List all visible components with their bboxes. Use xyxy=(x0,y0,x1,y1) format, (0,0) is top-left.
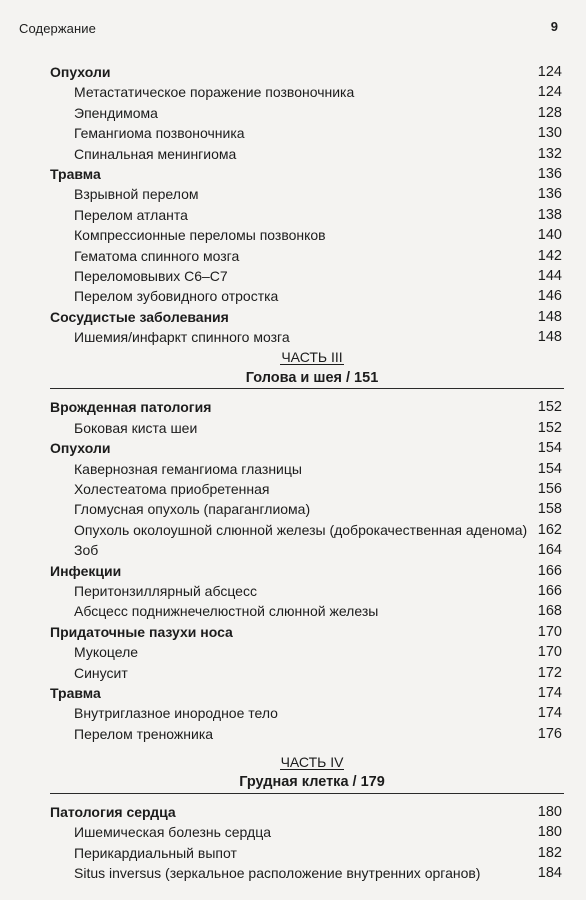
toc-page-number: 176 xyxy=(537,725,562,742)
toc-entry xyxy=(0,863,586,883)
toc-entry xyxy=(0,581,586,601)
toc-entry xyxy=(0,246,586,266)
toc-entry-label: Абсцесс поднижнечелюстной слюнной железы xyxy=(74,603,379,620)
toc-entry xyxy=(0,499,586,519)
toc-entry-label: Перикардиальный выпот xyxy=(74,844,237,861)
part-divider-line xyxy=(50,793,564,794)
toc-page-number: 184 xyxy=(537,865,562,882)
toc-page-number: 162 xyxy=(537,521,562,538)
toc-page-number: 148 xyxy=(537,308,562,325)
toc-entry-label: Ишемия/инфаркт спинного мозга xyxy=(74,329,290,346)
toc-entry xyxy=(0,540,586,560)
toc-page-number: 158 xyxy=(537,501,562,518)
toc-section-label: Сосудистые заболевания xyxy=(50,308,229,325)
toc-entry-label: Situs inversus (зеркальное расположение внутренних органов) xyxy=(74,865,481,882)
toc-entry xyxy=(0,123,586,143)
toc-page-number: 180 xyxy=(537,824,562,841)
toc-entry-label: Мукоцеле xyxy=(74,644,139,661)
toc-page-number: 164 xyxy=(537,542,562,559)
part-heading xyxy=(0,347,586,367)
toc-entry xyxy=(0,205,586,225)
part-divider-line xyxy=(50,388,564,389)
toc-section-heading xyxy=(0,683,586,703)
page-header xyxy=(19,21,558,41)
toc-entry xyxy=(0,520,586,540)
toc-page-number: 124 xyxy=(537,84,562,101)
toc-section-label: Патология сердца xyxy=(50,804,176,821)
toc-section-label: Опухоли xyxy=(50,440,111,457)
part-title xyxy=(0,368,586,390)
part-title xyxy=(0,772,586,794)
toc-section-label: Травма xyxy=(50,165,101,182)
toc-entry-label: Метастатическое поражение позвоночника xyxy=(74,84,355,101)
toc-page-number: 154 xyxy=(537,440,562,457)
toc-section-heading xyxy=(0,802,586,822)
toc-section-label: Травма xyxy=(50,684,101,701)
toc-page-number: 168 xyxy=(537,603,562,620)
toc-entry-label: Холестеатома приобретенная xyxy=(74,481,270,498)
toc-section-heading xyxy=(0,62,586,82)
toc-section-heading xyxy=(0,397,586,417)
toc-spacer xyxy=(0,744,586,752)
toc-page-number: 156 xyxy=(537,481,562,498)
toc-entry-label: Опухоль околоушной слюнной железы (доброкачественная аденома) xyxy=(74,521,528,538)
table-of-contents xyxy=(0,62,586,884)
toc-section-heading xyxy=(0,561,586,581)
toc-page-number: 140 xyxy=(537,227,562,244)
toc-entry-label: Гемангиома позвоночника xyxy=(74,125,245,142)
running-head-title: Содержание xyxy=(19,21,96,36)
part-heading xyxy=(0,752,586,772)
toc-entry xyxy=(0,843,586,863)
toc-entry xyxy=(0,144,586,164)
toc-section-label: Опухоли xyxy=(50,64,111,80)
toc-entry-label: Переломовывих С6–С7 xyxy=(74,267,228,284)
part-heading-label: ЧАСТЬ IV xyxy=(280,754,344,771)
toc-page-number: 172 xyxy=(537,664,562,681)
toc-entry xyxy=(0,822,586,842)
toc-entry xyxy=(0,724,586,744)
toc-entry-label: Перелом атланта xyxy=(74,206,188,223)
toc-section-label: Инфекции xyxy=(50,562,122,579)
toc-page-number: 136 xyxy=(537,165,562,182)
toc-page-number: 170 xyxy=(537,644,562,661)
toc-entry xyxy=(0,103,586,123)
toc-page-number: 128 xyxy=(537,104,562,121)
toc-entry xyxy=(0,663,586,683)
toc-page-number: 174 xyxy=(537,684,562,701)
toc-page-number: 144 xyxy=(537,267,562,284)
toc-entry-label: Взрывной перелом xyxy=(74,186,199,203)
toc-entry-label: Гематома спинного мозга xyxy=(74,247,240,264)
toc-entry-label: Ишемическая болезнь сердца xyxy=(74,824,271,841)
toc-page-number: 152 xyxy=(537,399,562,416)
toc-entry xyxy=(0,286,586,306)
part-heading-label: ЧАСТЬ III xyxy=(281,349,343,366)
toc-page-number: 142 xyxy=(537,247,562,264)
toc-entry-label: Кавернозная гемангиома глазницы xyxy=(74,460,302,477)
toc-page-number: 180 xyxy=(537,804,562,821)
toc-page-number: 146 xyxy=(537,288,562,305)
toc-page-number: 154 xyxy=(537,460,562,477)
toc-page-number: 152 xyxy=(537,419,562,436)
toc-page-number: 136 xyxy=(537,186,562,203)
toc-entry xyxy=(0,601,586,621)
toc-entry xyxy=(0,82,586,102)
toc-entry xyxy=(0,418,586,438)
toc-spacer xyxy=(0,389,586,397)
toc-section-heading xyxy=(0,307,586,327)
toc-entry-label: Гломусная опухоль (параганглиома) xyxy=(74,501,311,518)
toc-entry-label: Внутриглазное инородное тело xyxy=(74,705,278,722)
toc-page-number: 170 xyxy=(537,623,562,640)
toc-page-number: 182 xyxy=(537,844,562,861)
toc-page-number: 132 xyxy=(537,145,562,162)
toc-page-number: 148 xyxy=(537,329,562,346)
toc-page-number: 130 xyxy=(537,125,562,142)
toc-entry xyxy=(0,327,586,347)
toc-entry xyxy=(0,184,586,204)
toc-entry xyxy=(0,459,586,479)
toc-entry-label: Зоб xyxy=(74,542,99,559)
toc-entry-label: Перитонзиллярный абсцесс xyxy=(74,582,257,599)
toc-page-number: 166 xyxy=(537,562,562,579)
toc-entry-label: Эпендимома xyxy=(74,104,158,121)
part-title-label: Голова и шея / 151 xyxy=(245,369,379,386)
toc-page-number: 174 xyxy=(537,705,562,722)
toc-entry-label: Синусит xyxy=(74,664,128,681)
toc-entry-label: Перелом треножника xyxy=(74,725,214,742)
toc-entry-label: Компрессионные переломы позвонков xyxy=(74,227,326,244)
toc-page-number: 124 xyxy=(537,64,562,80)
toc-entry-label: Спинальная менингиома xyxy=(74,145,237,162)
toc-spacer xyxy=(0,794,586,802)
toc-entry-label: Боковая киста шеи xyxy=(74,419,198,436)
toc-section-heading xyxy=(0,164,586,184)
toc-entry xyxy=(0,225,586,245)
toc-section-label: Врожденная патология xyxy=(50,399,212,416)
page-number: 9 xyxy=(550,19,558,34)
toc-page-number: 166 xyxy=(537,582,562,599)
toc-entry-label: Перелом зубовидного отростка xyxy=(74,288,279,305)
toc-entry xyxy=(0,642,586,662)
toc-section-heading xyxy=(0,438,586,458)
toc-entry xyxy=(0,703,586,723)
toc-section-label: Придаточные пазухи носа xyxy=(50,623,233,640)
part-title-label: Грудная клетка / 179 xyxy=(239,774,385,791)
toc-entry xyxy=(0,266,586,286)
toc-entry xyxy=(0,479,586,499)
toc-page-number: 138 xyxy=(537,206,562,223)
toc-section-heading xyxy=(0,622,586,642)
